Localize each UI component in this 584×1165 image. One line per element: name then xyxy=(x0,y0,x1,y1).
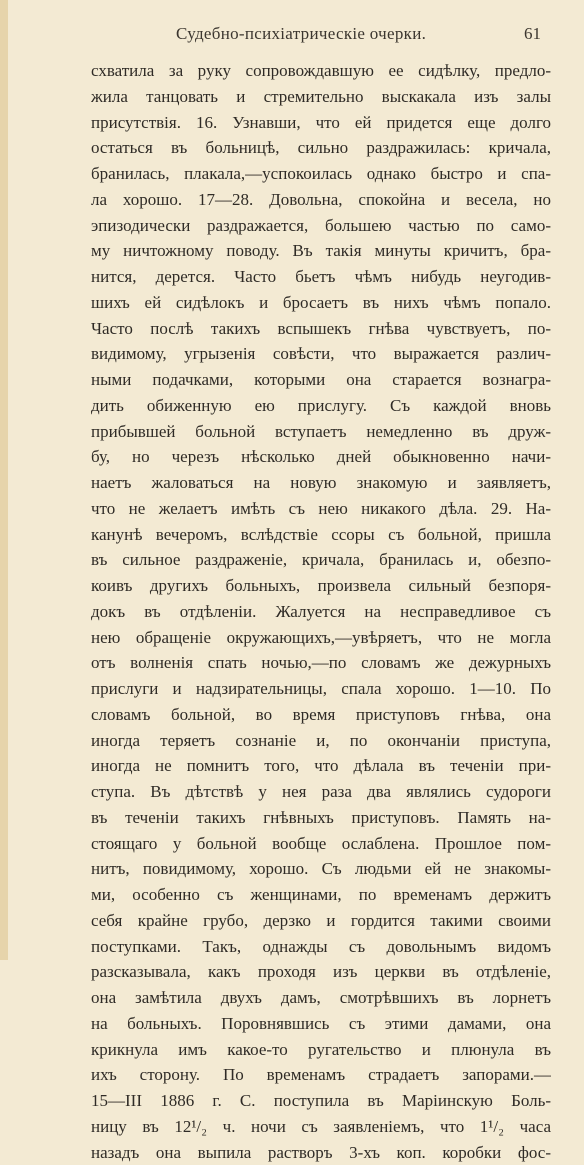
text-line: бу, но черезъ нѣсколько дней обыкновенно начи- xyxy=(91,444,551,470)
text-line: стоящаго у больной вообще ослаблена. Прошлое пом- xyxy=(91,831,551,857)
text-line: схватила за руку сопровождавшую ее сидѣлку, предло- xyxy=(91,58,551,84)
text-line: прибывшей больной вступаетъ немедленно въ друж- xyxy=(91,419,551,445)
text-line: поступками. Такъ, однажды съ довольнымъ видомъ xyxy=(91,934,551,960)
text-line: словамъ больной, во время приступовъ гнѣва, она xyxy=(91,702,551,728)
text-line: присутствія. 16. Узнавши, что ей придется еще долго xyxy=(91,110,551,136)
text-line: нится, дерется. Часто бьетъ чѣмъ нибудь неугодив- xyxy=(91,264,551,290)
text-line: эпизодически раздражается, большею частью по само- xyxy=(91,213,551,239)
text-line: нитъ, повидимому, хорошо. Съ людьми ей не знакомы- xyxy=(91,856,551,882)
text-line: ми, особенно съ женщинами, по временамъ держитъ xyxy=(91,882,551,908)
text-line: себя крайне грубо, дерзко и гордится такими своими xyxy=(91,908,551,934)
text-line: ступа. Въ дѣтствѣ у нея раза два являлись судороги xyxy=(91,779,551,805)
running-header xyxy=(8,0,584,56)
text-line: отъ волненія спать ночью,—по словамъ же дежурныхъ xyxy=(91,650,551,676)
text-line: въ сильное раздраженіе, кричала, бранилась и, обезпо- xyxy=(91,547,551,573)
text-line: коивъ другихъ больныхъ, произвела сильный безпоря- xyxy=(91,573,551,599)
text-line: ными подачками, которыми она старается вознагра- xyxy=(91,367,551,393)
running-title: Судебно-психіатрическіе очерки. xyxy=(176,24,426,44)
text-line: наетъ жаловаться на новую знакомую и заявляетъ, xyxy=(91,470,551,496)
text-line: остаться въ больницѣ, сильно раздражилась: кричала, xyxy=(91,135,551,161)
text-line: шихъ ей сидѣлокъ и бросаетъ въ нихъ чѣмъ попало. xyxy=(91,290,551,316)
text-line: 15—III 1886 г. С. поступила въ Маріинскую Боль- xyxy=(91,1088,551,1114)
text-line: видимому, угрызенія совѣсти, что выражается различ- xyxy=(91,341,551,367)
text-line: она замѣтила двухъ дамъ, смотрѣвшихъ въ лорнетъ xyxy=(91,985,551,1011)
text-line: ницу въ 12¹/₂ ч. ночи съ заявленіемъ, что 1¹/₂ часа xyxy=(91,1114,551,1140)
page-number: 61 xyxy=(524,24,541,44)
text-line: нею обращеніе окружающихъ,—увѣряетъ, что не могла xyxy=(91,625,551,651)
text-line: ихъ сторону. По временамъ страдаетъ запорами.— xyxy=(91,1062,551,1088)
text-line: жила танцовать и стремительно выскакала изъ залы xyxy=(91,84,551,110)
text-line: иногда теряетъ сознаніе и, по окончаніи приступа, xyxy=(91,728,551,754)
text-line: докъ въ отдѣленіи. Жалуется на несправедливое съ xyxy=(91,599,551,625)
text-line: что не желаетъ имѣть съ нею никакого дѣла. 29. На- xyxy=(91,496,551,522)
text-line: назадъ она выпила растворъ 3-хъ коп. коробки фос- xyxy=(91,1140,551,1165)
text-line: бранилась, плакала,—успокоилась однако быстро и спа- xyxy=(91,161,551,187)
text-line: ла хорошо. 17—28. Довольна, спокойна и весела, но xyxy=(91,187,551,213)
text-line: му ничтожному поводу. Въ такія минуты кричитъ, бра- xyxy=(91,238,551,264)
text-line: иногда не помнитъ того, что дѣлала въ теченіи при- xyxy=(91,753,551,779)
text-line: дить обиженную ею прислугу. Съ каждой вновь xyxy=(91,393,551,419)
text-line: Часто послѣ такихъ вспышекъ гнѣва чувствуетъ, по- xyxy=(91,316,551,342)
text-line: на больныхъ. Поровнявшись съ этими дамами, она xyxy=(91,1011,551,1037)
text-line: разсказывала, какъ проходя изъ церкви въ отдѣленіе, xyxy=(91,959,551,985)
text-line: прислуги и надзирательницы, спала хорошо. 1—10. По xyxy=(91,676,551,702)
text-line: въ теченіи такихъ гнѣвныхъ приступовъ. Память на- xyxy=(91,805,551,831)
text-line: крикнула имъ какое-то ругательство и плюнула въ xyxy=(91,1037,551,1063)
text-line: канунѣ вечеромъ, вслѣдствіе ссоры съ больной, пришла xyxy=(91,522,551,548)
body-text xyxy=(91,58,551,1165)
